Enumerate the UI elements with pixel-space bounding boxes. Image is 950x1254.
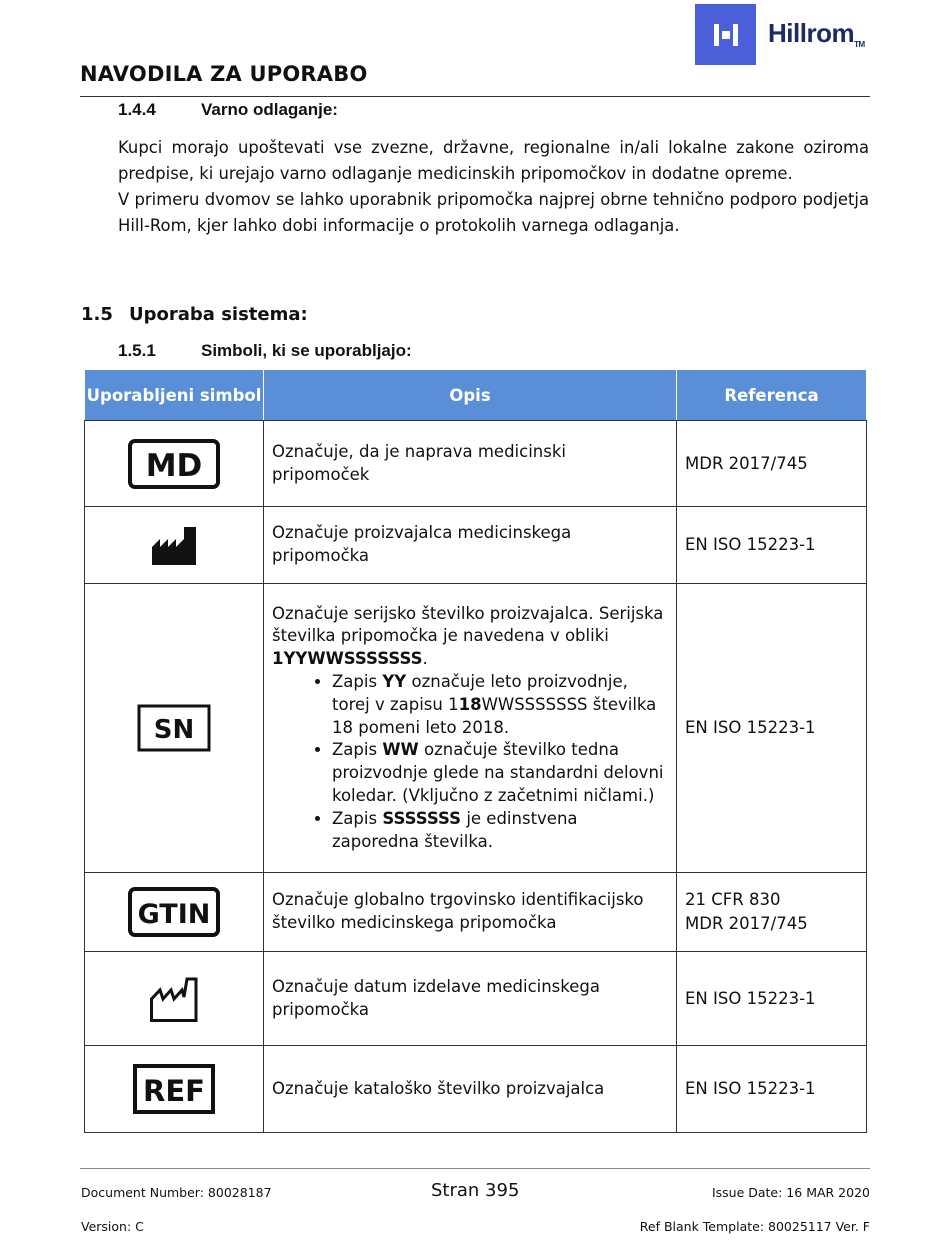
hillrom-logo-mark bbox=[695, 4, 756, 65]
svg-text:REF: REF bbox=[143, 1074, 205, 1108]
symbol-cell bbox=[85, 507, 264, 584]
symbol-cell bbox=[85, 584, 264, 873]
paragraph: Kupci morajo upoštevati vse zvezne, državne, regionalne in/ali lokalne zakone oziroma predpise, ki urejajo varno odlaganje medicinskih pripomočkov in dodatne opreme. bbox=[118, 138, 869, 183]
symbol-cell bbox=[85, 1046, 264, 1133]
gtin-icon bbox=[128, 887, 220, 937]
column-header: Referenca bbox=[677, 370, 867, 421]
footer-divider bbox=[80, 1168, 870, 1169]
table-row bbox=[85, 421, 867, 507]
description-cell: Označuje, da je naprava medicinski pripomoček bbox=[264, 421, 677, 507]
reference-cell: MDR 2017/745 bbox=[677, 421, 867, 507]
reference-cell: EN ISO 15223-1 bbox=[677, 1046, 867, 1133]
svg-text:GTIN: GTIN bbox=[137, 899, 211, 930]
list-item: • Zapis YY označuje leto proizvodnje, torej v zapisu 118WWSSSSSSS številka 18 pomeni leto 2018. bbox=[332, 671, 668, 739]
column-header: Opis bbox=[264, 370, 677, 421]
symbol-cell bbox=[85, 873, 264, 952]
md-symbol-icon bbox=[128, 439, 220, 489]
column-header: Uporabljeni simbol bbox=[85, 370, 264, 421]
hillrom-logo-text: HillromTM bbox=[768, 18, 865, 49]
list-item: • Zapis WW označuje številko tedna proizvodnje glede na standardni delovni koledar. (Vključno z začetnimi ničlami.) bbox=[332, 739, 668, 807]
description-cell: Označuje kataloško številko proizvajalca bbox=[264, 1046, 677, 1133]
symbol-cell bbox=[85, 421, 264, 507]
description-cell: Označuje globalno trgovinsko identifikacijsko številko medicinskega pripomočka bbox=[264, 873, 677, 952]
serial-format-list bbox=[272, 671, 668, 853]
issue-date: Issue Date: 16 MAR 2020 bbox=[711, 1185, 870, 1200]
svg-text:SN: SN bbox=[153, 715, 195, 745]
reference-cell: EN ISO 15223-1 bbox=[677, 952, 867, 1046]
serial-number-icon bbox=[137, 704, 211, 752]
manufacturer-icon bbox=[150, 523, 198, 567]
heading-1-5-1: 1.5.1 Simboli, ki se uporabljajo: bbox=[118, 341, 412, 360]
safe-disposal-text bbox=[118, 135, 869, 239]
template-reference: Ref Blank Template: 80025117 Ver. F bbox=[639, 1219, 870, 1234]
hillrom-logo-icon bbox=[714, 24, 738, 46]
version: Version: C bbox=[81, 1219, 144, 1234]
table-row bbox=[85, 507, 867, 584]
table-header-row bbox=[85, 370, 867, 421]
reference-cell: EN ISO 15223-1 bbox=[677, 584, 867, 873]
catalogue-number-icon bbox=[133, 1064, 215, 1114]
document-number: Document Number: 80028187 bbox=[81, 1185, 272, 1200]
document-title: NAVODILA ZA UPORABO bbox=[80, 62, 368, 86]
description-cell: Označuje serijsko številko proizvajalca. Serijska številka pripomočka je navedena v obliki 1YYWWSSSSSSS. • Zapis YY označuje leto proizvodnje, torej v zapisu 118WWSSSSSSS številka 18 pomeni leto 2018. • Zapis WW označuje številko tedna proizvodnje glede na standardni delovni koledar. (Vključno z začetnimi ničlami.) • Zapis SSSSSSS je edinstvena zaporedna številka. bbox=[264, 584, 677, 873]
symbols-table bbox=[84, 369, 867, 1133]
list-item: • Zapis SSSSSSS je edinstvena zaporedna številka. bbox=[332, 808, 668, 854]
header-divider bbox=[80, 96, 870, 97]
description-cell: Označuje proizvajalca medicinskega pripomočka bbox=[264, 507, 677, 584]
heading-1-4-4: 1.4.4 Varno odlaganje: bbox=[118, 100, 338, 119]
heading-1-5: 1.5 Uporaba sistema: bbox=[81, 304, 308, 325]
table-row bbox=[85, 952, 867, 1046]
reference-cell: 21 CFR 830 MDR 2017/745 bbox=[677, 873, 867, 952]
svg-text:MD: MD bbox=[145, 447, 203, 484]
date-of-manufacture-icon bbox=[149, 975, 199, 1023]
page-number: Stran 395 bbox=[431, 1180, 520, 1201]
paragraph: V primeru dvomov se lahko uporabnik pripomočka najprej obrne tehnično podporo podjetja Hill-Rom, kjer lahko dobi informacije o protokolih varnega odlaganja. bbox=[118, 190, 869, 235]
table-row bbox=[85, 584, 867, 873]
table-row bbox=[85, 1046, 867, 1133]
table-row bbox=[85, 873, 867, 952]
reference-cell: EN ISO 15223-1 bbox=[677, 507, 867, 584]
symbol-cell bbox=[85, 952, 264, 1046]
description-cell: Označuje datum izdelave medicinskega pripomočka bbox=[264, 952, 677, 1046]
